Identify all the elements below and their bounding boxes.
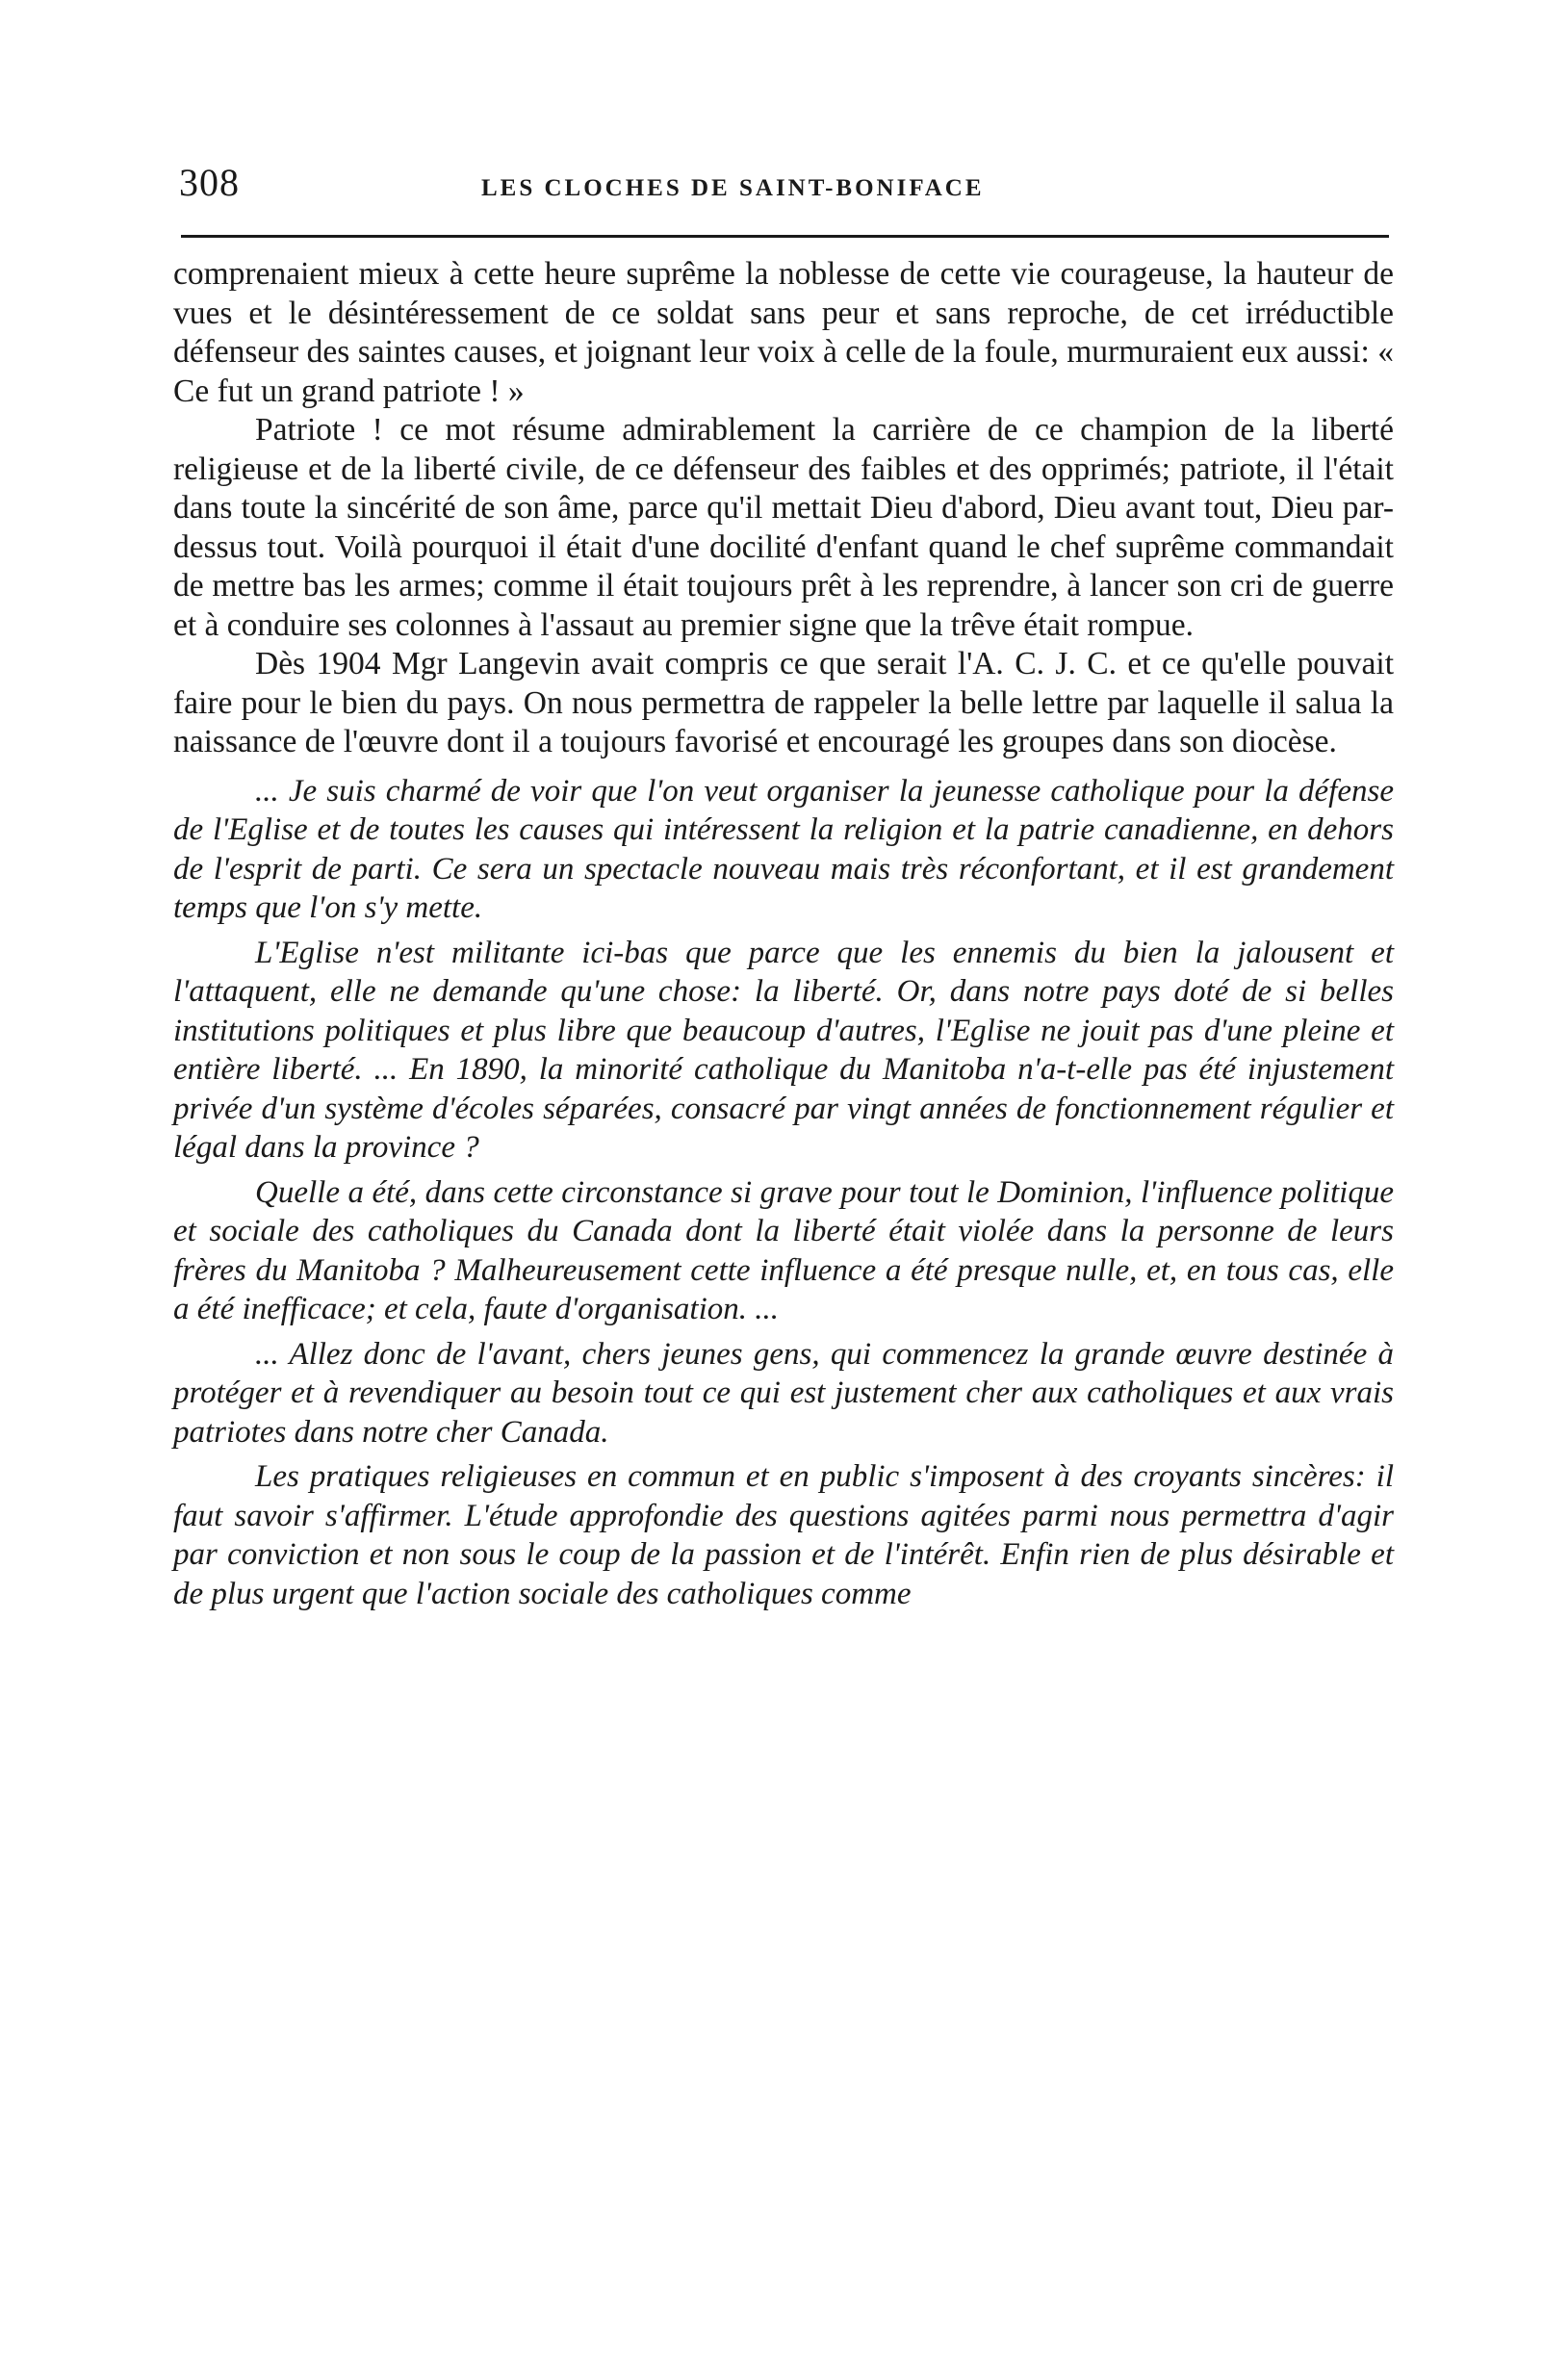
page-number: 308 [179, 161, 240, 204]
paragraph: comprenaient mieux à cette heure suprême la noblesse de cette vie courageuse, la hauteur de vues et le désintéressement de ce soldat sans peur et sans reproche, de cet irréductible défenseur des saintes causes, et joignant leur voix à celle de la foule, murmuraient eux aussi: « Ce fut un grand patriote ! » [173, 256, 1394, 409]
quote-paragraph: Quelle a été, dans cette circonstance si grave pour tout le Dominion, l'influence politique et sociale des catholiques du Canada dont la liberté était violée dans la personne de leurs frères du Manitoba ? Malheureusement cette influence a été presque nulle, et, en tous cas, elle a été inefficace; et cela, faute d'organisation. ... [173, 1174, 1394, 1326]
paragraph: Dès 1904 Mgr Langevin avait compris ce que serait l'A. C. J. C. et ce qu'elle pouvait faire pour le bien du pays. On nous permettra de rappeler la belle lettre par laquelle il salua la naissance de l'œuvre dont il a toujours favorisé et encouragé les groupes dans son diocèse. [173, 646, 1394, 759]
body-text [173, 255, 1394, 1613]
quote-paragraph: ... Allez donc de l'avant, chers jeunes gens, qui commencez la grande œuvre destinée à protéger et à revendiquer au besoin tout ce qui est justement cher aux catholiques et aux vrais patriotes dans notre cher Canada. [173, 1336, 1394, 1450]
quote-paragraph: Les pratiques religieuses en commun et en public s'imposent à des croyants sincères: il faut savoir s'affirmer. L'étude approfondie des questions agitées parmi nous permettra d'agir par conviction et non sous le coup de la passion et de l'intérêt. Enfin rien de plus désirable et de plus urgent que l'action sociale des catholiques comme [173, 1459, 1394, 1611]
book-page [173, 154, 1394, 1619]
quote-paragraph: L'Eglise n'est militante ici-bas que parce que les ennemis du bien la jalousent et l'attaquent, elle ne demande qu'une chose: la liberté. Or, dans notre pays doté de si belles institutions politiques et plus libre que beaucoup d'autres, l'Eglise ne jouit pas d'une pleine et entière liberté. ... En 1890, la minorité catholique du Manitoba n'a-t-elle pas été injustement privée d'un système d'écoles séparées, consacré par vingt années de fonctionnement régulier et légal dans la province ? [173, 935, 1394, 1165]
quote-paragraph: ... Je suis charmé de voir que l'on veut organiser la jeunesse catholique pour la défense de l'Eglise et de toutes les causes qui intéressent la religion et la patrie canadienne, en dehors de l'esprit de parti. Ce sera un spectacle nouveau mais très réconfortant, et il est grandement temps que l'on s'y mette. [173, 773, 1394, 925]
running-title: LES CLOCHES DE SAINT-BONIFACE [481, 175, 985, 201]
quoted-letter [173, 772, 1394, 1614]
header-rule [181, 235, 1389, 238]
running-head [173, 154, 1394, 216]
paragraph: Patriote ! ce mot résume admirablement la carrière de ce champion de la liberté religieuse et de la liberté civile, de ce défenseur des faibles et des opprimés; patriote, il l'était dans toute la sincérité de son âme, parce qu'il mettait Dieu d'abord, Dieu avant tout, Dieu par-dessus tout. Voilà pourquoi il était d'une docilité d'enfant quand le chef suprême commandait de mettre bas les armes; comme il était toujours prêt à les reprendre, à lancer son cri de guerre et à conduire ses colonnes à l'assaut au premier signe que la trêve était rompue. [173, 412, 1394, 643]
